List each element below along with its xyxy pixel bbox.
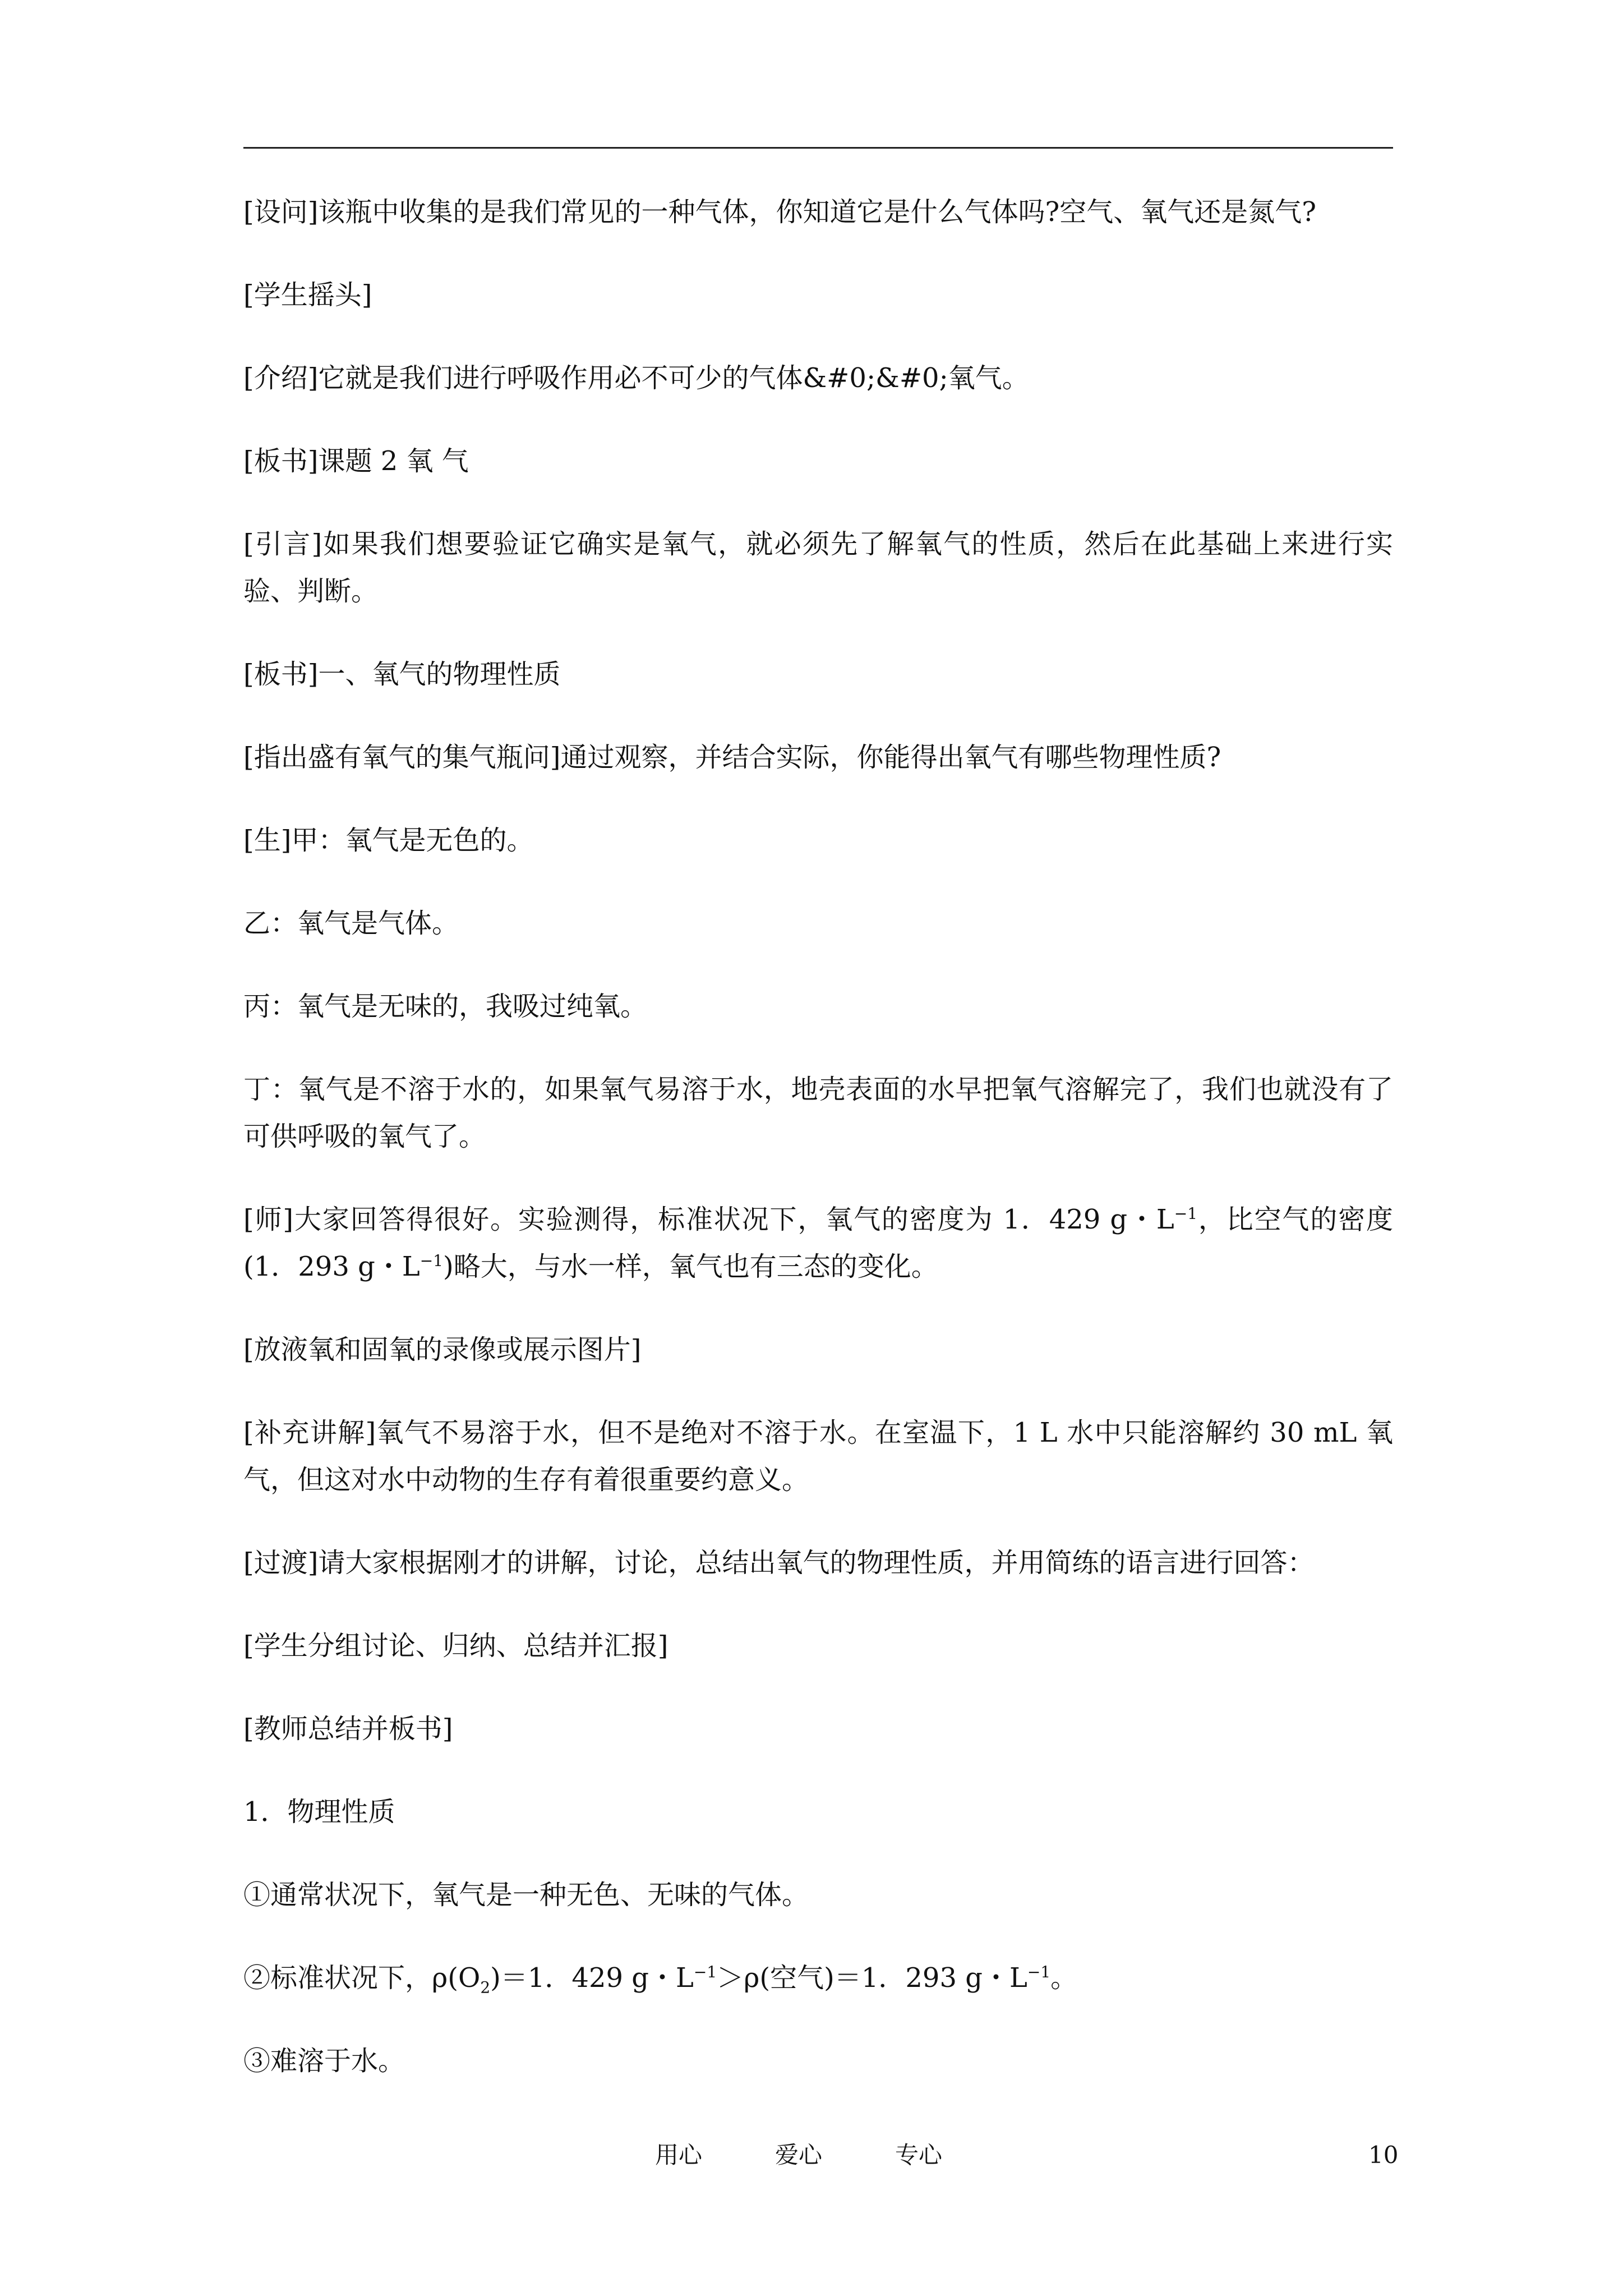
- text-segment: ＞ρ(空气)＝1．293 g・L: [717, 1962, 1027, 1994]
- text-segment: )＝1．429 g・L: [490, 1962, 694, 1994]
- subscript: 2: [480, 1978, 491, 1997]
- footer-motto-item: 用心: [655, 2141, 703, 2169]
- paragraph-student-b: 乙：氧气是气体。: [243, 908, 459, 939]
- paragraph-board-section: [板书]一、氧气的物理性质: [243, 659, 561, 690]
- paragraph-physical-properties-heading: 1．物理性质: [243, 1796, 395, 1828]
- paragraph-board-title: [板书]课题 2 氧 气: [243, 445, 469, 477]
- text-segment: )略大，与水一样，氧气也有三态的变化。: [443, 1251, 938, 1282]
- paragraph-student-d: 丁：氧气是不溶于水的，如果氧气易溶于水，地壳表面的水早把氧气溶解完了，我们也就没有了可供呼吸的氧气了。: [243, 1074, 1393, 1152]
- paragraph-group-discussion: [学生分组讨论、归纳、总结并汇报]: [243, 1630, 668, 1662]
- header-rule: [243, 147, 1393, 149]
- paragraph-lead-in: [引言]如果我们想要验证它确实是氧气，就必须先了解氧气的性质，然后在此基础上来进行实验、判断。: [243, 528, 1393, 607]
- footer-motto-item: 专心: [895, 2141, 943, 2169]
- text-segment: [师]大家回答得很好。实验测得，标准状况下，氧气的密度为 1．429 g・L: [243, 1204, 1174, 1235]
- superscript: −1: [419, 1251, 444, 1270]
- paragraph-introduction: [介绍]它就是我们进行呼吸作用必不可少的气体&#0;&#0;氧气。: [243, 362, 1029, 394]
- superscript: −1: [1174, 1204, 1198, 1223]
- footer-motto-item: 爱心: [775, 2141, 823, 2169]
- page-content: [243, 188, 1393, 2120]
- paragraph-video-note: [放液氧和固氧的录像或展示图片]: [243, 1334, 642, 1365]
- superscript: −1: [1027, 1963, 1051, 1981]
- paragraph-property-1: ①通常状况下，氧气是一种无色、无味的气体。: [243, 1879, 809, 1911]
- page-footer: [0, 2138, 1623, 2172]
- superscript: −1: [693, 1963, 717, 1981]
- paragraph-teacher-question: [指出盛有氧气的集气瓶问]通过观察，并结合实际，你能得出氧气有哪些物理性质?: [243, 742, 1221, 773]
- paragraph-supplement: [补充讲解]氧气不易溶于水，但不是绝对不溶于水。在室温下，1 L 水中只能溶解约 30 mL 氧气，但这对水中动物的生存有着很重要约意义。: [243, 1417, 1393, 1496]
- paragraph-property-2: [243, 1954, 1393, 2001]
- paragraph-transition: [过渡]请大家根据刚才的讲解，讨论，总结出氧气的物理性质，并用简练的语言进行回答：: [243, 1547, 1315, 1579]
- paragraph-student-c: 丙：氧气是无味的，我吸过纯氧。: [243, 991, 648, 1022]
- footer-motto: [655, 2138, 942, 2172]
- paragraph-property-3: ③难溶于水。: [243, 2045, 405, 2077]
- page-number: 10: [1368, 2141, 1399, 2169]
- paragraph-teacher-density: [243, 1196, 1393, 1290]
- text-segment: 。: [1050, 1962, 1078, 1994]
- paragraph-student-reaction: [学生摇头]: [243, 279, 372, 311]
- paragraph-student-a: [生]甲：氧气是无色的。: [243, 825, 534, 856]
- paragraph-question: [设问]该瓶中收集的是我们常见的一种气体，你知道它是什么气体吗?空气、氧气还是氮气?: [243, 196, 1316, 228]
- text-segment: ，比空气的密度(1．293 g・L: [243, 1204, 1393, 1282]
- text-segment: ②标准状况下，ρ(O: [243, 1962, 481, 1994]
- paragraph-teacher-summary: [教师总结并板书]: [243, 1713, 453, 1745]
